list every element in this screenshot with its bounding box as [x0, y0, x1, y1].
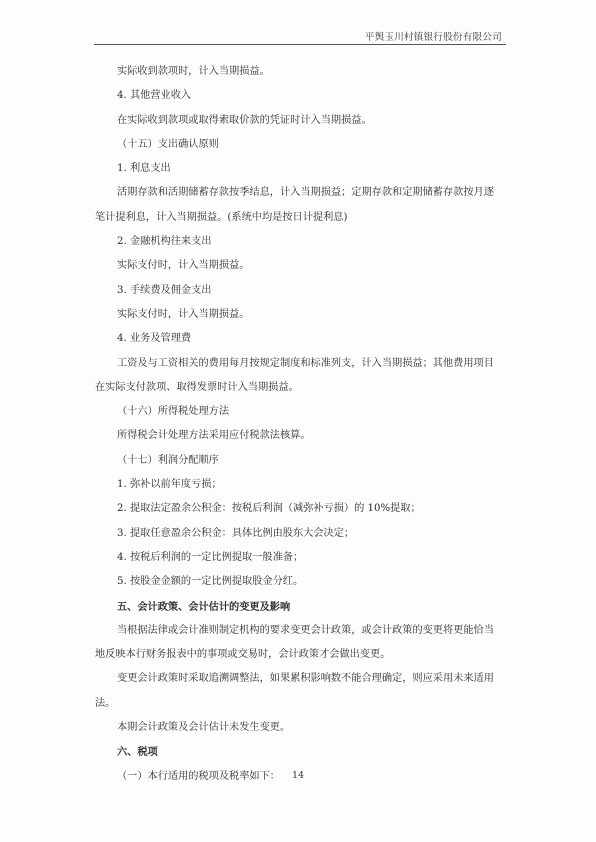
- text-line: 在实际收到款项或取得索取价款的凭证时计入当期损益。: [117, 114, 372, 126]
- text-line: （一）本行适用的税项及税率如下：: [117, 770, 280, 782]
- text-line: 地反映本行财务报表中的事项或交易时，会计政策才会做出变更。: [95, 649, 391, 661]
- text-line: 本期会计政策及会计估计未发生变更。: [117, 722, 291, 734]
- section-heading: （十七）利润分配顺序: [117, 454, 219, 466]
- text-line: 工资及与工资相关的费用每月按规定制度和标准列支，计入当期损益；其他费用项目: [117, 357, 494, 369]
- text-line: 法。: [95, 697, 116, 709]
- text-line: 实际收到款项时，计入当期损益。: [117, 66, 270, 77]
- document-body: [95, 60, 505, 789]
- text-line: 4. 业务及管理费: [117, 333, 192, 345]
- text-line: 2. 提取法定盈余公积金：按税后利润（减弥补亏损）的 10%提取；: [117, 503, 421, 515]
- text-line: 3. 手续费及佣金支出: [117, 284, 212, 296]
- text-line: 4. 其他营业收入: [117, 90, 192, 102]
- chapter-heading: 六、税项: [117, 746, 158, 759]
- section-heading: （十五）支出确认原则: [117, 138, 219, 150]
- text-line: 5. 按股金金额的一定比例提取股金分红。: [117, 576, 304, 588]
- text-line: 实际支付时，计入当期损益。: [117, 308, 250, 320]
- header-bank-name: 平舆玉川村镇银行股份有限公司: [364, 32, 502, 43]
- text-line: 3. 提取任意盈余公积金：具体比例由股东大会决定；: [117, 527, 355, 539]
- text-line: 当根据法律或会计准则制定机构的要求变更会计政策，或会计政策的变更将更能恰当: [117, 624, 494, 636]
- text-line: 2. 金融机构往来支出: [117, 236, 212, 248]
- header-divider: [94, 44, 506, 45]
- chapter-heading: 五、会计政策、会计估计的变更及影响: [117, 600, 291, 613]
- text-line: 笔计提利息，计入当期损益。(系统中均是按日计提利息): [95, 211, 348, 223]
- text-line: 在实际支付款项、取得发票时计入当期损益。: [95, 381, 299, 393]
- text-line: 1. 弥补以前年度亏损；: [117, 479, 222, 491]
- page-number: 14: [291, 770, 305, 781]
- text-line: 变更会计政策时采取追溯调整法，如果累积影响数不能合理确定，则应采用未来适用: [117, 673, 494, 685]
- text-line: 所得税会计处理方法采用应付税款法核算。: [117, 430, 311, 442]
- text-line: 实际支付时，计入当期损益。: [117, 260, 250, 272]
- text-line: 活期存款和活期储蓄存款按季结息，计入当期损益；定期存款和定期储蓄存款按月逐: [117, 187, 494, 199]
- text-line: 4. 按税后利润的一定比例提取一般准备；: [117, 551, 304, 563]
- section-heading: （十六）所得税处理方法: [117, 406, 230, 418]
- text-line: 1. 利息支出: [117, 163, 171, 175]
